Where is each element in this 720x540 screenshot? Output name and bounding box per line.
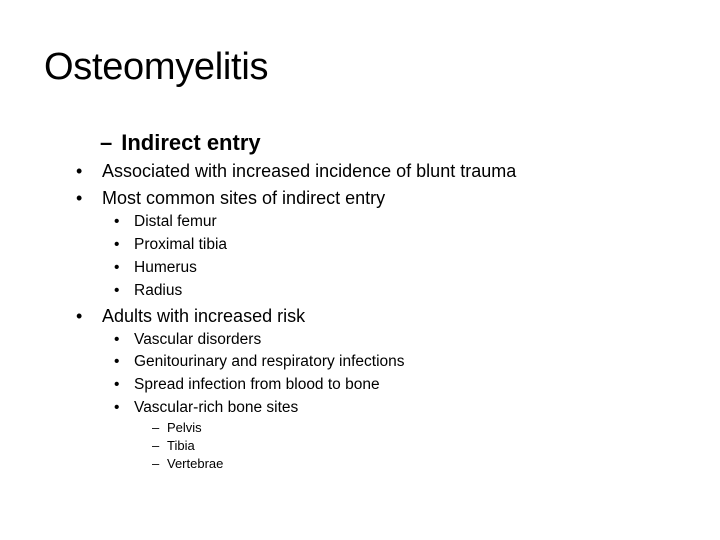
bullet-text: Most common sites of indirect entry [102,188,386,208]
subheading-text: Indirect entry [121,130,261,155]
dash-marker: – [152,438,160,453]
bullet-marker: • [76,161,83,181]
sub-sub-text: Vertebrae [167,456,224,471]
sub-bullet-text: Genitourinary and respiratory infections [134,353,405,370]
sub-bullet-text: Vascular-rich bone sites [134,399,299,416]
bullet-marker: • [114,376,120,393]
sub-bullet-item [114,350,405,373]
bullet-marker: • [114,236,120,253]
sub-sub-item [152,419,202,437]
slide-title: Osteomyelitis [44,46,269,88]
bullet-marker: • [114,331,120,348]
bullet-marker: • [114,213,120,230]
bullet-marker: • [76,306,83,326]
sub-sub-item [152,455,223,473]
bullet-marker: • [76,188,83,208]
bullet-text: Adults with increased risk [102,306,306,326]
sub-sub-item [152,437,195,455]
sub-bullet-text: Vascular disorders [134,331,262,348]
sub-bullet-text: Proximal tibia [134,236,228,253]
bullet-text: Associated with increased incidence of blunt trauma [102,161,517,181]
bullet-marker: • [114,282,120,299]
dash-marker: – [100,130,113,155]
dash-marker: – [152,456,160,471]
bullet-marker: • [114,259,120,276]
sub-bullet-item [114,233,227,256]
sub-sub-text: Pelvis [167,420,202,435]
sub-bullet-text: Distal femur [134,213,217,230]
bullet-item [76,303,305,329]
sub-bullet-text: Humerus [134,259,197,276]
sub-bullet-item [114,279,182,302]
bullet-marker: • [114,353,120,370]
sub-sub-text: Tibia [167,438,195,453]
bullet-marker: • [114,399,120,416]
dash-marker: – [152,420,160,435]
sub-bullet-item [114,256,197,279]
sub-bullet-text: Radius [134,282,183,299]
sub-bullet-item [114,373,380,396]
sub-bullet-item [114,328,261,351]
sub-bullet-item [114,210,217,233]
bullet-item [76,158,516,184]
subheading [100,128,261,158]
bullet-item [76,185,385,211]
sub-bullet-item [114,396,298,419]
sub-bullet-text: Spread infection from blood to bone [134,376,380,393]
